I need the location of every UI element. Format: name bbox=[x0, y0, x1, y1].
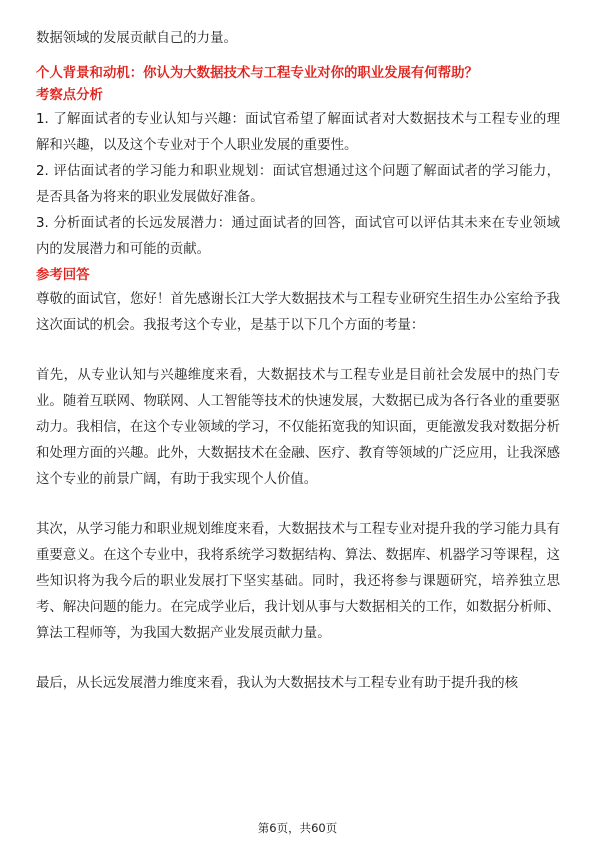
answer-paragraph-2: 首先，从专业认知与兴趣维度来看，大数据技术与工程专业是目前社会发展中的热门专业。随着互联网、物联网、人工智能等技术的快速发展，大数据已成为各行各业的重要驱动力。我相信，在这个专业领域的学习，不仅能拓宽我的知识面，更能激发我对数据分析和处理方面的兴趣。此外，大数据技术在金融、医疗、教育等领域的广泛应用，让我深感这个专业的前景广阔，有助于我实现个人价值。 bbox=[36, 368, 560, 487]
document-page bbox=[36, 26, 560, 697]
answer-paragraph-4: 最后，从长远发展潜力维度来看，我认为大数据技术与工程专业有助于提升我的核 bbox=[36, 676, 519, 691]
intro-tail: 数据领域的发展贡献自己的力量。 bbox=[36, 31, 237, 46]
analysis-point-2: 2. 评估面试者的学习能力和职业规划：面试官想通过这个问题了解面试者的学习能力，是否具备为将来的职业发展做好准备。 bbox=[36, 164, 560, 205]
page-number: 第6页，共60页 bbox=[257, 821, 338, 835]
answer-label: 参考回答 bbox=[36, 268, 90, 283]
question-title: 个人背景和动机：你认为大数据技术与工程专业对你的职业发展有何帮助？ bbox=[36, 66, 478, 81]
analysis-point-1: 1. 了解面试者的专业认知与兴趣：面试官希望了解面试者对大数据技术与工程专业的理解和兴趣，以及这个专业对于个人职业发展的重要性。 bbox=[36, 112, 560, 153]
answer-paragraph-3: 其次，从学习能力和职业规划维度来看，大数据技术与工程专业对提升我的学习能力具有重要意义。在这个专业中，我将系统学习数据结构、算法、数据库、机器学习等课程，这些知识将为我今后的职业发展打下坚实基础。同时，我还将参与课题研究，培养独立思考、解决问题的能力。在完成学业后，我计划从事与大数据相关的工作，如数据分析师、算法工程师等，为我国大数据产业发展贡献力量。 bbox=[36, 522, 560, 641]
analysis-point-3: 3. 分析面试者的长远发展潜力：通过面试者的回答，面试官可以评估其未来在专业领域内的发展潜力和可能的贡献。 bbox=[36, 216, 560, 257]
answer-paragraph-1: 尊敬的面试官，您好！首先感谢长江大学大数据技术与工程专业研究生招生办公室给予我这次面试的机会。我报考这个专业，是基于以下几个方面的考量： bbox=[36, 292, 560, 333]
analysis-label: 考察点分析 bbox=[36, 88, 103, 103]
